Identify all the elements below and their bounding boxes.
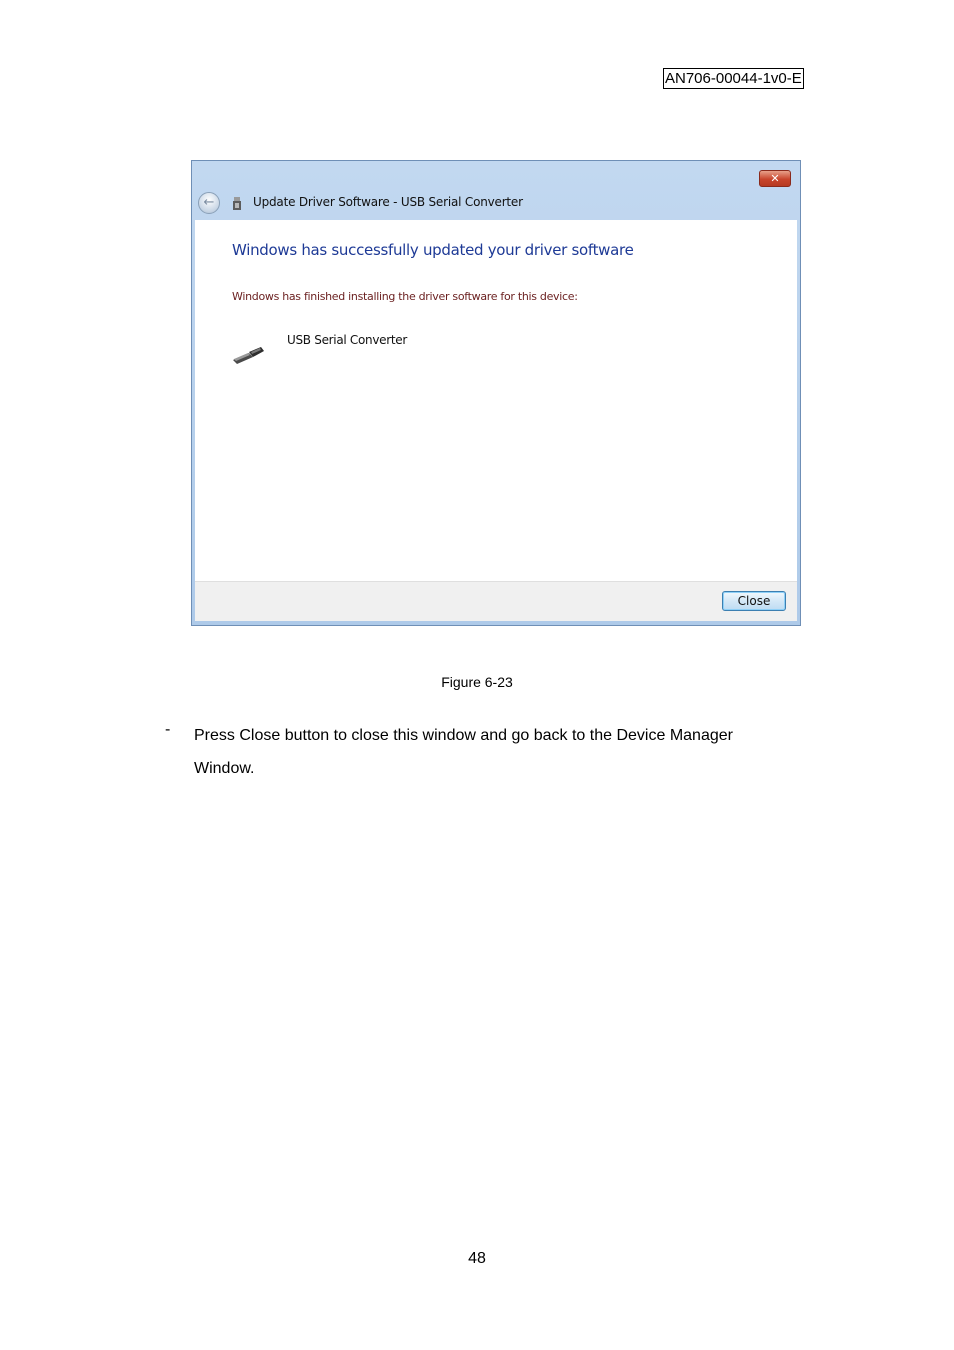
update-driver-dialog <box>191 160 801 626</box>
close-icon[interactable]: ✕ <box>759 170 791 187</box>
instruction-text: Press Close button to close this window and go back to the Device Manager Window. <box>194 727 733 777</box>
page-number: 48 <box>468 1250 486 1267</box>
device-name: USB Serial Converter <box>287 333 407 347</box>
figure-caption: Figure 6-23 <box>441 674 513 690</box>
dialog-title: Update Driver Software - USB Serial Converter <box>253 195 523 209</box>
back-arrow-icon[interactable]: ← <box>198 192 220 214</box>
finished-installing-text: Windows has finished installing the driver software for this device: <box>232 290 578 303</box>
usb-device-icon <box>233 197 241 210</box>
dialog-content <box>195 220 797 581</box>
document-id: AN706-00044-1v0-E <box>665 70 802 87</box>
bullet-marker: - <box>165 721 171 738</box>
success-heading: Windows has successfully updated your driver software <box>232 241 634 259</box>
usb-plug-icon <box>231 346 265 366</box>
dialog-footer <box>195 581 797 621</box>
close-button[interactable]: Close <box>722 591 786 611</box>
